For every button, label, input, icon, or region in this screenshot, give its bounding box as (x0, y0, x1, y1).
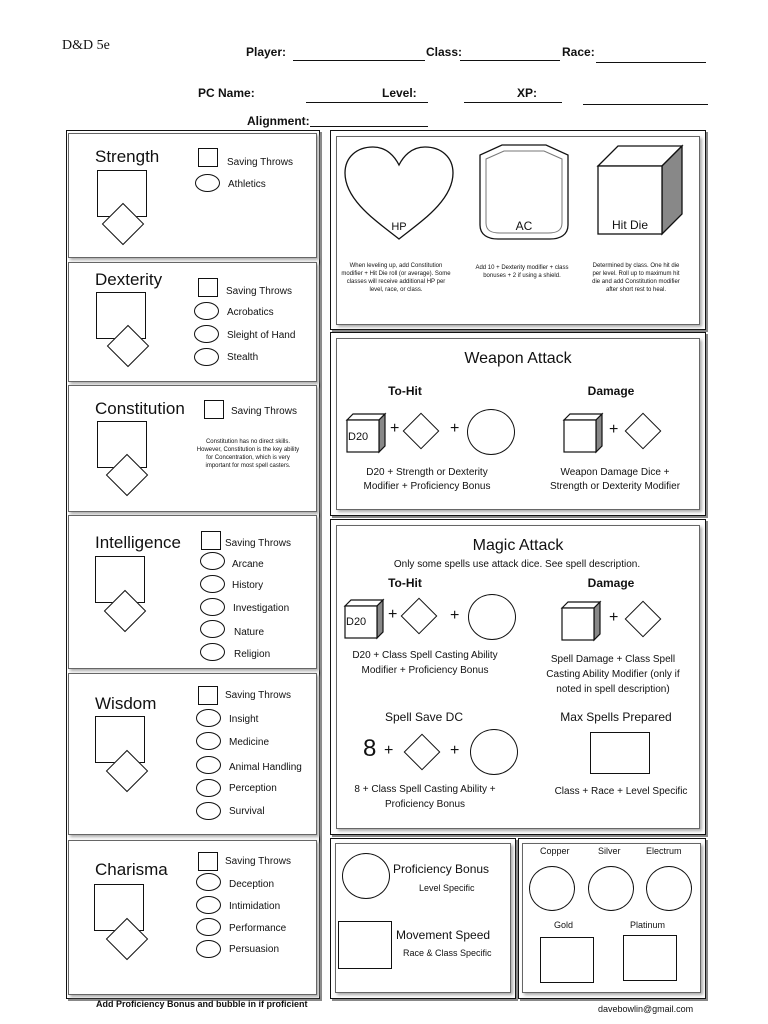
d20-label: D20 (346, 616, 367, 628)
player-field[interactable] (293, 60, 425, 61)
ac-note: Add 10 + Dexterity modifier + class bonuses + 2 if using a shield. (475, 265, 569, 279)
coin-label-platinum: Platinum (630, 920, 666, 930)
movement-speed-box[interactable] (338, 921, 392, 969)
footer-note: Add Proficiency Bonus and bubble in if proficient (96, 999, 308, 1009)
skill-label: Sleight of Hand (227, 330, 296, 341)
ability-name: Constitution (95, 399, 185, 418)
max-spells-title: Max Spells Prepared (560, 710, 672, 724)
xp-field[interactable] (583, 104, 708, 105)
ac-label: AC (515, 219, 533, 233)
copper-coin-circle[interactable] (529, 866, 575, 911)
skill-label: Insight (229, 714, 259, 725)
spell-save-desc: 8 + Class Spell Casting Ability + Proficiency Bonus (354, 784, 496, 810)
skill-bubble[interactable] (196, 756, 221, 774)
level-field[interactable] (464, 102, 562, 103)
saving-throw-checkbox[interactable] (201, 531, 221, 550)
plus-sign: + (609, 609, 619, 626)
skill-label: Acrobatics (227, 307, 274, 318)
saving-throw-label: Saving Throws (225, 856, 291, 867)
skill-bubble[interactable] (196, 779, 221, 797)
proficiency-bonus-title: Proficiency Bonus (393, 862, 490, 876)
weapon-tohit-label: To-Hit (388, 384, 422, 398)
ability-name: Strength (95, 147, 160, 166)
xp-label: XP: (517, 86, 538, 100)
saving-throw-label: Saving Throws (227, 157, 293, 168)
spell-damage-die-icon[interactable] (560, 600, 602, 642)
race-field[interactable] (596, 62, 706, 63)
hit-die-label: Hit Die (611, 218, 648, 232)
plus-sign: + (388, 606, 398, 623)
weapon-tohit-desc: D20 + Strength or Dexterity Modifier + Proficiency Bonus (363, 467, 491, 492)
skill-bubble[interactable] (194, 325, 219, 343)
saving-throw-label: Saving Throws (231, 406, 297, 417)
ability-name: Intelligence (95, 533, 182, 552)
ability-name: Charisma (95, 860, 168, 879)
plus-sign: + (384, 742, 394, 759)
spell-save-base: 8 (363, 735, 377, 762)
magic-attack-title: Magic Attack (472, 537, 564, 554)
skill-bubble[interactable] (196, 802, 221, 820)
proficiency-circle[interactable] (468, 594, 516, 640)
game-title: D&D 5e (62, 38, 110, 53)
spell-save-prof-circle[interactable] (470, 729, 518, 775)
constitution-note: Constitution has no direct skills. However, Constitution is the key ability for Concentration, which is very important for most spell casters. (196, 439, 300, 469)
skill-bubble[interactable] (194, 302, 219, 320)
magic-tohit-label: To-Hit (388, 576, 422, 590)
spell-save-dc-title: Spell Save DC (384, 710, 464, 724)
level-label: Level: (382, 86, 417, 100)
saving-throw-label: Saving Throws (225, 538, 291, 549)
weapon-attack-title: Weapon Attack (464, 350, 572, 367)
hit-die-note: Determined by class. One hit die per level. Roll up to maximum hit die and add Constitution modifier after short rest to heal. (592, 263, 680, 293)
class-field[interactable] (460, 60, 560, 61)
platinum-coin-box[interactable] (623, 935, 677, 981)
weapon-damage-desc: Weapon Damage Dice + Strength or Dexterity Modifier (549, 467, 681, 492)
plus-sign: + (609, 421, 619, 438)
pc-name-label: PC Name: (198, 86, 255, 100)
skill-label: Arcane (232, 559, 264, 570)
movement-speed-sub: Race & Class Specific (403, 948, 492, 958)
hp-label: HP (391, 221, 407, 233)
proficiency-bonus-sub: Level Specific (419, 883, 475, 893)
ability-name: Wisdom (95, 694, 157, 713)
alignment-label: Alignment: (247, 114, 310, 128)
skill-label: Stealth (227, 352, 259, 363)
saving-throw-checkbox[interactable] (198, 686, 218, 705)
skill-bubble[interactable] (200, 620, 225, 638)
saving-throw-label: Saving Throws (225, 690, 291, 701)
skill-label: Investigation (233, 603, 290, 614)
class-label: Class: (426, 45, 463, 59)
skill-bubble[interactable] (200, 598, 225, 616)
magic-attack-subtitle: Only some spells use attack dice. See spell description. (393, 559, 641, 570)
coin-label-copper: Copper (540, 846, 570, 856)
saving-throw-checkbox[interactable] (198, 852, 218, 871)
plus-sign: + (450, 742, 460, 759)
skill-bubble[interactable] (196, 873, 221, 891)
skill-label: Medicine (229, 737, 270, 748)
coin-label-gold: Gold (554, 920, 574, 930)
skill-bubble[interactable] (196, 896, 221, 914)
proficiency-bonus-circle[interactable] (342, 853, 390, 899)
plus-sign: + (390, 420, 400, 437)
skill-bubble[interactable] (200, 575, 225, 593)
skill-bubble[interactable] (196, 709, 221, 727)
plus-sign: + (450, 420, 460, 437)
skill-bubble[interactable] (196, 732, 221, 750)
magic-damage-label: Damage (587, 576, 635, 590)
pc-name-field[interactable] (306, 102, 428, 103)
skill-bubble[interactable] (196, 940, 221, 958)
skill-label: Animal Handling (229, 762, 302, 773)
damage-die-icon[interactable] (562, 412, 604, 454)
max-spells-desc: Class + Race + Level Specific (554, 786, 688, 797)
author-email: davebowlin@gmail.com (598, 1004, 694, 1014)
gold-coin-box[interactable] (540, 937, 594, 983)
skill-bubble[interactable] (200, 643, 225, 661)
electrum-coin-circle[interactable] (646, 866, 692, 911)
skill-label: Performance (229, 923, 287, 934)
saving-throw-checkbox[interactable] (204, 400, 224, 419)
ability-name: Dexterity (95, 270, 163, 289)
skill-label: Nature (234, 627, 265, 638)
race-label: Race: (562, 45, 595, 59)
skill-bubble[interactable] (200, 552, 225, 570)
skill-bubble[interactable] (195, 174, 220, 192)
silver-coin-circle[interactable] (588, 866, 634, 911)
proficiency-circle[interactable] (467, 409, 515, 455)
magic-tohit-desc: D20 + Class Spell Casting Ability Modifier + Proficiency Bonus (352, 650, 498, 676)
saving-throw-label: Saving Throws (226, 286, 292, 297)
hp-note: When leveling up, add Constitution modifier + Hit Die roll (or average). Some classes will receive additional HP per level, race, or class. (341, 263, 451, 293)
max-spells-box[interactable] (590, 732, 650, 774)
movement-speed-title: Movement Speed (396, 928, 491, 942)
skill-label: Persuasion (229, 944, 280, 955)
skill-label: Deception (229, 879, 275, 890)
saving-throw-checkbox[interactable] (198, 148, 218, 167)
skill-label: Religion (234, 649, 271, 660)
skill-label: Perception (229, 783, 277, 794)
d20-label: D20 (348, 431, 369, 443)
skill-label: History (232, 580, 264, 591)
skill-bubble[interactable] (194, 348, 219, 366)
skill-label: Athletics (228, 179, 266, 190)
skill-bubble[interactable] (196, 918, 221, 936)
magic-damage-desc: Spell Damage + Class Spell Casting Ability Modifier (only if noted in spell description) (546, 654, 680, 695)
alignment-field[interactable] (310, 126, 428, 127)
plus-sign: + (450, 607, 460, 624)
coin-label-electrum: Electrum (646, 846, 682, 856)
skill-label: Intimidation (229, 901, 281, 912)
weapon-damage-label: Damage (587, 384, 635, 398)
coin-label-silver: Silver (598, 846, 621, 856)
skill-label: Survival (229, 806, 265, 817)
saving-throw-checkbox[interactable] (198, 278, 218, 297)
player-label: Player: (246, 45, 287, 59)
